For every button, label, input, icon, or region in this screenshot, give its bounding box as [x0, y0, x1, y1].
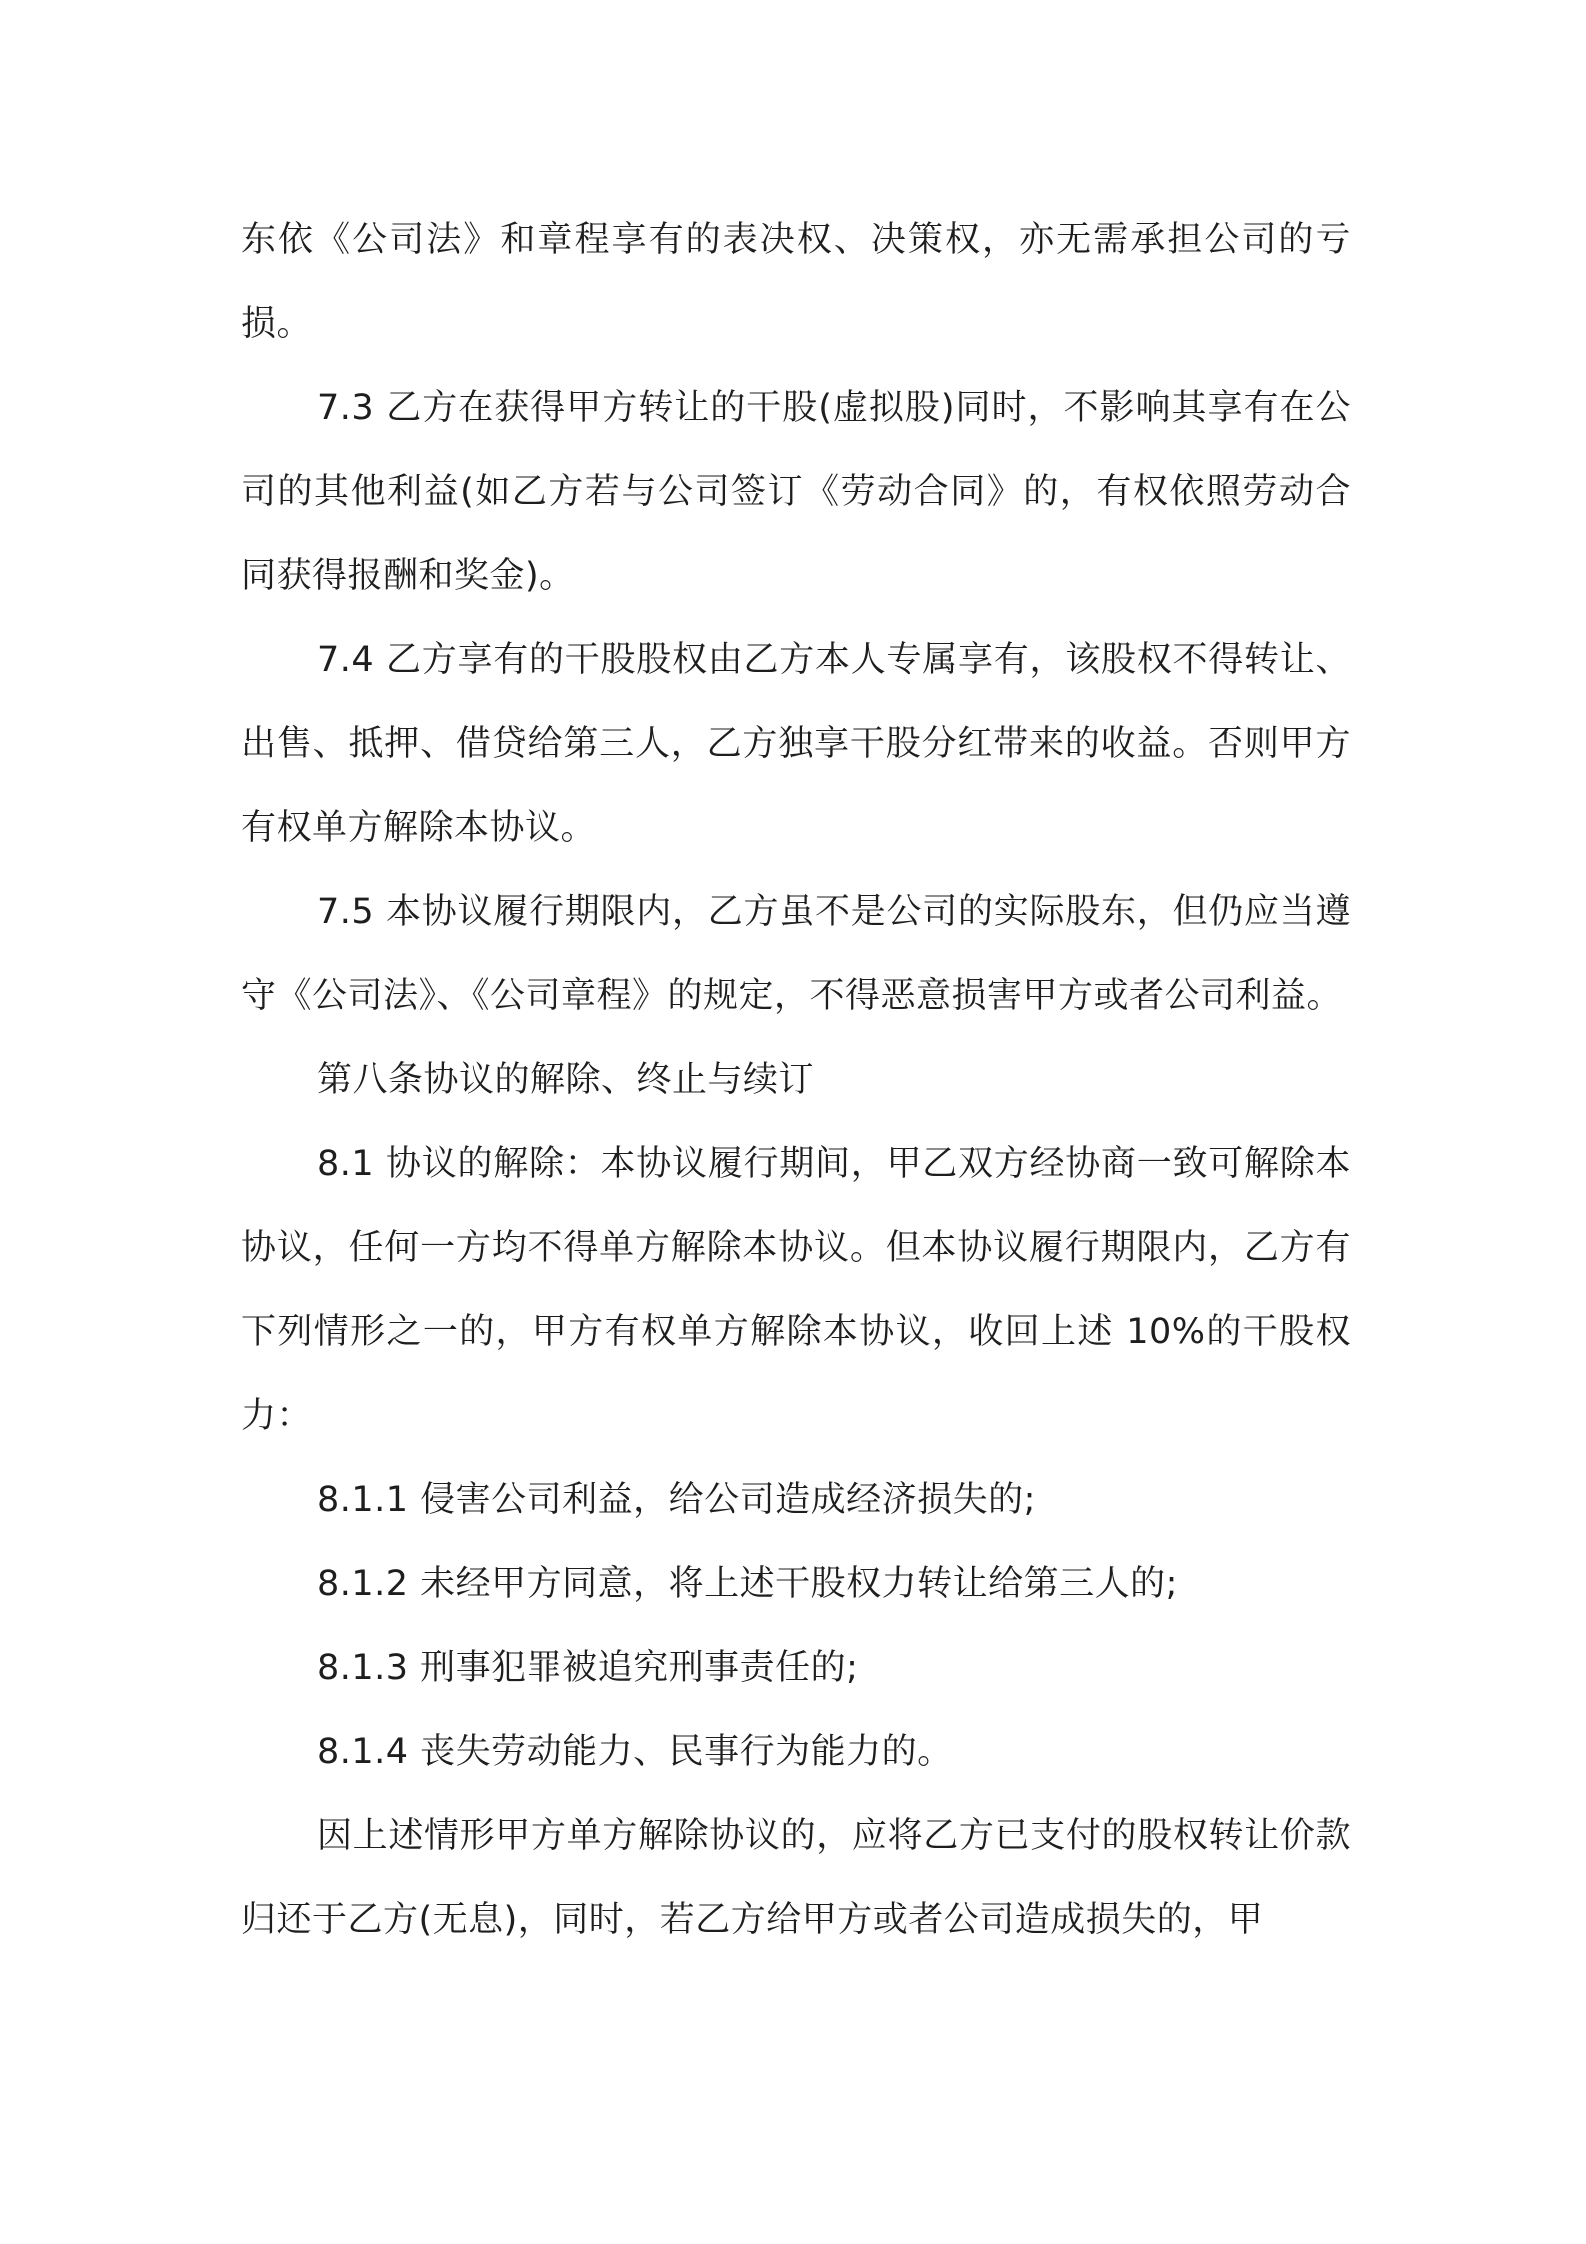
- paragraph-termination-refund: 因上述情形甲方单方解除协议的，应将乙方已支付的股权转让价款归还于乙方(无息)，同时，若乙方给甲方或者公司造成损失的，甲: [241, 1816, 1351, 1940]
- paragraph-7-4: 7.4 乙方享有的干股股权由乙方本人专属享有，该股权不得转让、出售、抵押、借贷给第三人，乙方独享干股分红带来的收益。否则甲方有权单方解除本协议。: [241, 640, 1351, 848]
- paragraph-7-3: 7.3 乙方在获得甲方转让的干股(虚拟股)同时，不影响其享有在公司的其他利益(如乙方若与公司签订《劳动合同》的，有权依照劳动合同获得报酬和奖金)。: [241, 388, 1351, 596]
- section-heading-article-8: 第八条协议的解除、终止与续订: [317, 1060, 815, 1100]
- document-body: [241, 198, 1351, 1962]
- list-item-8-1-2: 8.1.2 未经甲方同意，将上述干股权力转让给第三人的;: [317, 1564, 1178, 1604]
- paragraph-7-5: 7.5 本协议履行期限内，乙方虽不是公司的实际股东，但仍应当遵守《公司法》、《公司章程》的规定，不得恶意损害甲方或者公司利益。: [241, 892, 1351, 1016]
- list-item-8-1-3: 8.1.3 刑事犯罪被追究刑事责任的;: [317, 1648, 859, 1688]
- list-item-8-1-1: 8.1.1 侵害公司利益，给公司造成经济损失的;: [317, 1480, 1036, 1520]
- paragraph-8-1: 8.1 协议的解除：本协议履行期间，甲乙双方经协商一致可解除本协议，任何一方均不得单方解除本协议。但本协议履行期限内，乙方有下列情形之一的，甲方有权单方解除本协议，收回上述 10%的干股权力：: [241, 1144, 1351, 1436]
- paragraph-continuation: 东依《公司法》和章程享有的表决权、决策权，亦无需承担公司的亏损。: [241, 220, 1351, 344]
- list-item-8-1-4: 8.1.4 丧失劳动能力、民事行为能力的。: [317, 1732, 953, 1772]
